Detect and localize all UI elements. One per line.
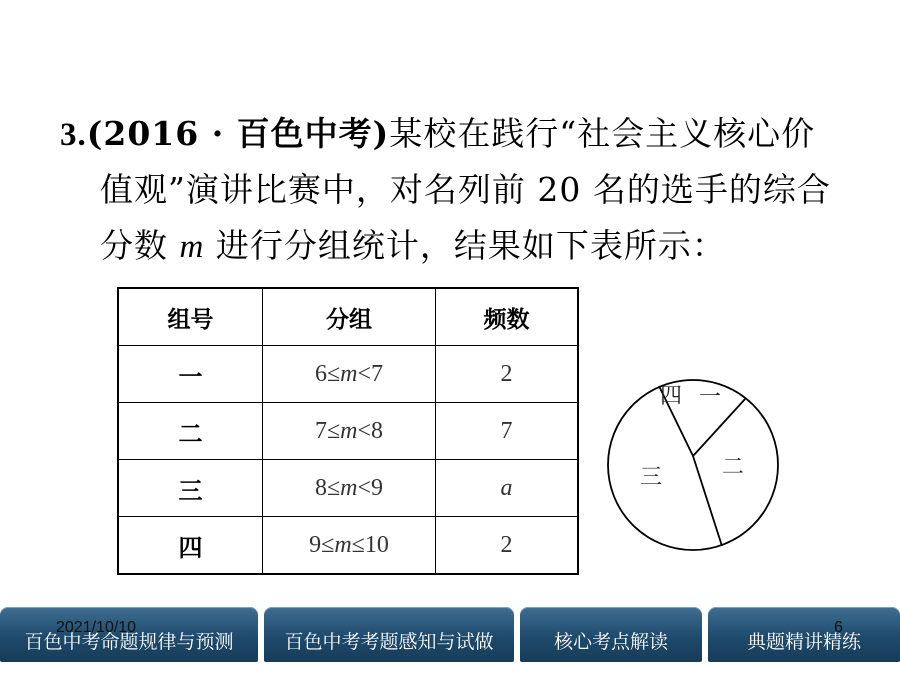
tab-examples[interactable] <box>708 607 900 662</box>
header-group-number: 组号 <box>118 288 263 346</box>
cell-group: 一 <box>118 346 263 403</box>
line3-pre: 分数 <box>100 226 180 265</box>
table-row <box>118 517 578 575</box>
cell-group: 二 <box>118 403 263 460</box>
cell-count: 2 <box>436 517 579 575</box>
header-frequency: 频数 <box>436 288 579 346</box>
problem-source: (2016 · 百色中考) <box>86 114 390 153</box>
pie-label-1: 一 <box>699 385 722 410</box>
tab-label: 典题精讲精练 <box>746 631 861 653</box>
tab-label: 百色中考命题规律与预测 <box>24 631 234 653</box>
cell-range: 6≤m<7 <box>263 346 436 403</box>
cell-count: 2 <box>436 346 579 403</box>
cell-range: 7≤m<8 <box>263 403 436 460</box>
pie-divider-3 <box>693 456 722 546</box>
variable-m: m <box>179 229 205 265</box>
cell-range: 8≤m<9 <box>263 460 436 517</box>
cell-group: 四 <box>118 517 263 575</box>
problem-line-3 <box>60 218 880 274</box>
cell-count: 7 <box>436 403 579 460</box>
pie-label-2: 二 <box>722 455 745 480</box>
problem-line1-text: 某校在践行“社会主义核心价 <box>389 114 816 153</box>
cell-count: a <box>436 460 579 517</box>
pie-diagram <box>604 376 784 556</box>
problem-line-1 <box>60 106 880 162</box>
problem-text <box>60 106 880 274</box>
tab-label: 核心考点解读 <box>553 631 668 653</box>
pie-label-4: 四 <box>660 384 683 409</box>
tab-key-points[interactable] <box>520 607 702 662</box>
problem-line-2: 值观”演讲比赛中，对名列前 20 名的选手的综合 <box>100 170 831 209</box>
table-row <box>118 346 578 403</box>
table-header-row <box>118 288 578 346</box>
tab-practice[interactable] <box>264 607 514 662</box>
tab-label: 百色中考考题感知与试做 <box>284 631 494 653</box>
page-number: 6 <box>834 619 843 636</box>
header-grouping: 分组 <box>263 288 436 346</box>
line3-post: 进行分组统计，结果如下表所示： <box>204 226 726 265</box>
pie-label-3: 三 <box>640 465 663 490</box>
cell-range: 9≤m≤10 <box>263 517 436 575</box>
slide-date: 2021/10/10 <box>56 619 137 636</box>
frequency-table <box>117 287 579 575</box>
pie-circle <box>608 380 778 550</box>
problem-number: 3. <box>60 117 87 153</box>
table-row <box>118 403 578 460</box>
table-row <box>118 460 578 517</box>
cell-group: 三 <box>118 460 263 517</box>
